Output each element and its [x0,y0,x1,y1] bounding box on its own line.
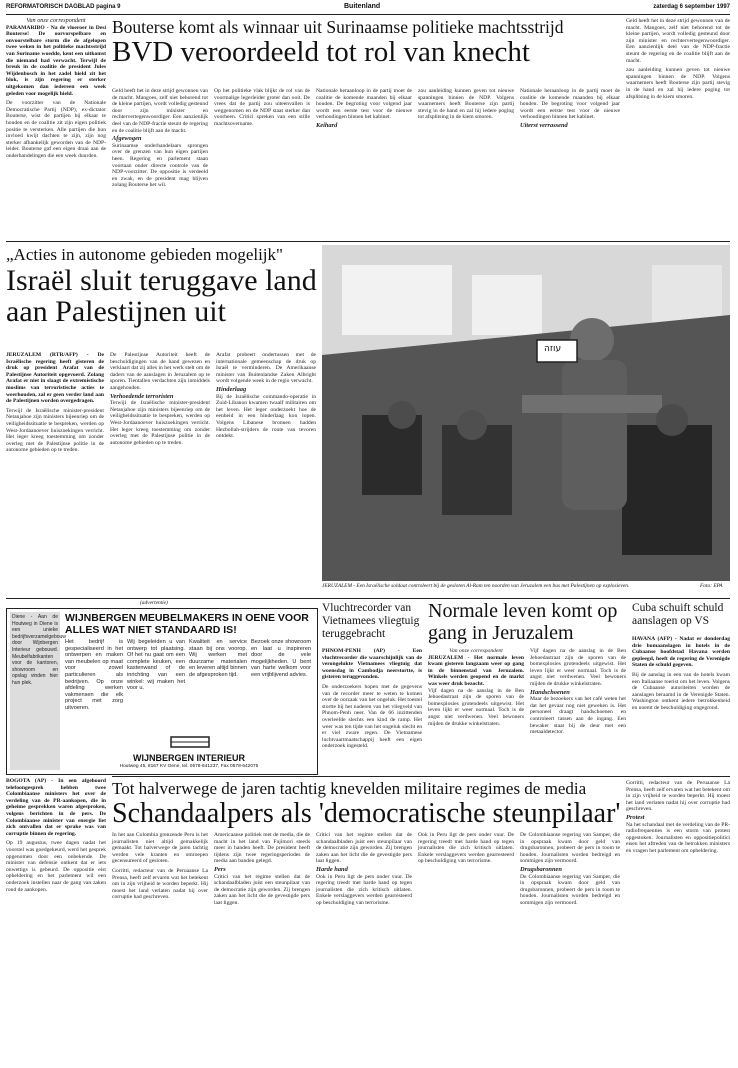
normale-leven-sub: Handschoenen [530,688,570,696]
peru-col-6 [626,780,730,1064]
normale-leven-col-2 [530,648,626,773]
suriname-col-6 [520,88,620,238]
suriname-headline: BVD veroordeeld tot rol van knecht [112,36,530,68]
cuba-body [632,636,730,773]
israel-photo [322,245,730,581]
israel-lead: JERUZALEM (RTR/AFP) - De Israëlische regering heeft gisteren de druk op president Arafat van de Palestijnse Autoriteit opgevoerd. Zolang Arafat er niet in slaagt de extremistische moslims van terroristische acties te weerhouden, zal er geen verder land aan de Palestijnen worden overgedragen. [6,352,104,405]
ad-logo-icon [167,733,213,751]
peru-body-6: Ook in Peru ligt de pers onder vuur. De regering treedt met harde hand op tegen journalisten die zich kritisch uitlaten. Enkele verslaggevers werden gearresteerd op beschuldiging van terrorisme. [316,873,412,906]
israel-body-4: Arafat probeert ondertussen met de internationale gemeenschap de druk op Israël te verminderen. De Amerikaanse minister van Buitenlandse Zaken Albright wordt volgende week in de regio verwacht. [216,352,316,385]
suriname-body-5: Nationale heraanloop in de partij moet de coalitie de komende maanden bij elkaar houden. De begroting voor volgend jaar wordt een eerste test voor de nieuwe verhoudingen binnen het kabinet. [316,88,412,121]
peru-headline: Schandaalpers als 'democratische steunpilaar' [112,798,621,829]
suriname-body-8: Geld heeft het in deze strijd gewonnen van de macht. Mangoes, zelf niet behorend tot de kleine partijen, wordt volledig gesteund door zijn minister en rechtervertegenwoordiger. Een aanzienlijk deel van de NDP-fractie steunt de regering en de coalitie blijft aan de macht. [626,18,730,64]
israel-col-3 [216,352,316,597]
suriname-sub-keihard: Keihard [316,121,338,129]
israel-body-1: Terwijl de Israëlische minister-president Netanjahoe zijn ministers bijeenriep om de veiligheidssituatie te bespreken, werden op West-Jordaanoever huiszoekingen verricht. Het leger kreeg toestemming om zonder overleg met de Palestijnse politie in de autonome gebieden op te treden. [6,407,104,454]
israel-body-2: De Palestijnse Autoriteit heeft de beschuldigingen van de hand gewezen en verklaart dat zij alles in het werk stelt om de daders van de aanslagen in Jeruzalem op te sporen. Tientallen verdachten zijn inmiddels aangehouden. [110,352,210,391]
ad-label: (advertentie) [140,600,168,606]
bogota-lead: BOGOTA (AP) - In een afgehoord telefoongesprek hebben twee Colombiaanse ministers het over de verdeling van de PR-aankopen, die in geheime gesprekken waren afgesproken, volgens berichten in de pers. De Colombiaanse minister van energie liet zich ontvallen dat er sprake was van corruptie binnen de regering. [6,778,106,837]
suriname-col-3 [214,88,310,238]
vluchtrecorder-heading [322,602,422,641]
ad-col-4: Bezoek onze showroom en laat u inspireren door de vele mogelijkheden. U bent van harte welkom voor een vrijblijvend advies. [251,639,311,678]
israel-body-5: Bij de Israëlische commando-operatie in Zuid-Libanon kwamen twaalf militairen om het leven. Het leger onderzoekt hoe de eenheid in een hinderlaag kon lopen. Volgens Libanese bronnen hadden Hezbollah-strijders de route van tevoren ontdekt. [216,393,316,440]
normale-leven-heading [428,600,628,644]
cuba-lead: HAVANA (AFP) - Nadat er donderdag drie bomaanslagen in hotels in de Cubaanse hoofdstad Havana werden gepleegd, heeft de regering de Verenigde Staten de schuld gegeven. [632,636,730,669]
peru-body-11: Na het schandaal met de verdeling van de PR-radiofrequenties is een storm van protest opgestoken. Journalisten en oppositiepolitici eisen het aftreden van de betrokken ministers en vragen het parlement om opheldering. [626,821,730,854]
israel-body-3: Terwijl de Israëlische minister-president Netanjahoe zijn ministers bijeenriep om de veiligheidssituatie te bespreken, werden op West-Jordaanoever huiszoekingen verricht. Het leger kreeg toestemming om zonder overleg met de Palestijnse politie in de autonome gebieden op te treden. [110,400,210,446]
suriname-sub-uiterst: Uiterst verrassend [520,121,568,129]
normale-leven-body-2: Vijf dagen na de aanslag in de Ben Jehoedastraat zijn de sporen van de bomexplosies grotendeels uitgewist. Het leven lijkt er weer normaal. Toch is de angst niet verdwenen. Veel bewoners mijden de drukke winkelstraten. [530,648,626,687]
vluchtrecorder-body [322,648,422,773]
section-title: Buitenland [344,3,381,10]
peru-col-4 [418,832,514,1064]
peru-col-1 [112,832,208,1064]
peru-body-4: Critici van het regime stellen dat de schandaalbladen juist een steunpilaar van de democratie zijn geworden. Zij brengen zaken aan het licht die de gevestigde pers laat liggen. [214,873,310,906]
peru-col-2 [214,832,310,1064]
ad-sidebar: Diene - Aan de Houtweg in Diene is een unieke bedrijfsverzamelgebouw door Wijnbergen Interieur gebouwd. Meubelfabrikanten voor de kantoren, showroom en opslag vinden hier hun plek. [10,612,60,770]
section-rule-2 [6,598,730,599]
israel-sub-verhoedende: Verhoedende terroristen [110,392,174,400]
suriname-body-1: De voorzitter van de Nationale Democratische Partij (NDP), ex-dictator Bouterse, wist de partijen bij elkaar te houden en de coalitie zit zijn eigen politiek positie te versterken. Alle partijen die hun invloed kwijt dachten te zijn, zijn nog sterker afhankelijk geworden van de NDP-leider. Bouterse gaf een eigen draai aan de onderhandelingen die een week duurden. [6,100,106,159]
ad-brand: WIJNBERGEN INTERIEUR [132,753,245,763]
cuba-headline: Cuba schuift schuld aanslagen op VS [632,602,724,627]
bus-photo-illustration [322,245,730,581]
ad-col-1: Het bedrijf is gespecialiseerd in het ontwerpen en maken van meubelen op maat voor zowel particulieren als bedrijven. Op onze afdeling werken vakmensen die elk project met zorg uitvoeren. [65,639,123,711]
israel-col-1 [6,352,104,597]
ad-col-2: Wij begeleiden u van ontwerp tot plaatsing. Of het nu gaat om een complete keuken, een kastenwand of de inrichting van een winkel: wij maken het voor u. [127,639,185,692]
ad-headline: WIJNBERGEN MEUBELMAKERS IN OENE VOOR ALLES WAT NIET STANDAARD IS! [65,612,309,636]
vluchtrecorder-headline: Vluchtrecorder van Vietnamees vliegtuig teruggebracht [322,602,420,640]
suriname-heading [112,17,620,67]
peru-sub-drugsbaronnen: Drugsbaronnen [520,865,562,873]
header-rule [6,14,730,15]
cuba-heading [632,602,730,628]
peru-body-8: De Colombiaanse regering van Samper, die in opspraak kwam door geld van drugsbaronnen, probeert de pers in toom te houden. Journalisten worden bedreigd en sommigen zijn vermoord. [520,832,620,865]
suriname-left-column [6,18,106,238]
suriname-kicker: Bouterse komt als winnaar uit Surinaamse politieke machtsstrijd [112,17,564,37]
suriname-body-9: zou aanleiding kunnen geven tot nieuwe spanningen binnen de NDP. Volgens waarnemers heeft Bouterse zijn partij stevig in de hand en zal hij iedere poging tot afsplitsing in de kiem smoren. [626,67,730,100]
peru-body-10: Gorritti, redacteur van de Peruaanse La Prensa, heeft zelf ervaren wat het betekent om in zijn vrijheid te worden beperkt. Hij moest het land verlaten nadat hij over corruptie had geschreven. [626,780,730,813]
ad-col-3: Kwaliteit en service staan bij ons voorop. Wij werken met duurzame materialen en leveren altijd binnen de afgesproken tijd. [189,639,247,678]
peru-sub-protest: Protest [626,813,645,821]
israel-headline: Israël sluit teruggave land aan Palestijnen uit [6,264,317,328]
suriname-body-3: Surinaamse onderhandelaars sprongen over de grenzen van hun eigen partijen heen. Regering en parlement staan voortaan onder directe controle van de NDP-voorzitter. De oppositie is verdeeld en zwak, en de president mag blijven zolang Bouterse het wil. [112,142,208,189]
suriname-body-7: Nationale heraanloop in de partij moet de coalitie de komende maanden bij elkaar houden. De begroting voor volgend jaar wordt een eerste test voor de nieuwe verhoudingen binnen het kabinet. [520,88,620,121]
israel-heading [6,245,326,327]
peru-body-5: Critici van het regime stellen dat de schandaalbladen juist een steunpilaar van de democratie zijn geworden. Zij brengen zaken aan het licht die de gevestigde pers laat liggen. [316,832,412,865]
photo-credit: Foto: EPA [700,583,723,589]
suriname-body-2: Geld heeft het in deze strijd gewonnen van de macht. Mangoes, zelf niet behorend tot de kleine partijen, wordt volledig gesteund door zijn minister en rechtervertegenwoordiger. Een aanzienlijk deel van de NDP-fractie steunt de regering en de coalitie blijft aan de macht. [112,88,208,134]
peru-col-5 [520,832,620,1064]
bogota-body: Op 19 augustus, twee dagen nadat het voorstel was goedgekeurd, werd het gesprek opgenomen door een onbekende. De minister van defensie ontkent dat er iets onwettigs is gebeurd. De oppositie eist opheldering en het parlement wil een onderzoek instellen naar de gang van zaken rond de aankopen. [6,840,106,893]
suriname-col-5 [418,88,514,238]
cuba-text: Bij de aanslag in een van de hotels kwam een Italiaanse toerist om het leven. Volgens de Cubaanse autoriteiten worden de aanslagen beraamd in de Verenigde Staten. Washington ontkent iedere betrokkenheid en noemt de beschuldiging ongegrond. [632,671,730,711]
bogota-article [6,778,106,1063]
peru-sub-pers: Pers [214,865,226,873]
normale-leven-col-1 [428,648,524,773]
israel-col-2 [110,352,210,597]
israel-kicker: „Acties in autonome gebieden mogelijk" [6,245,283,264]
section-rule-3 [112,776,730,777]
section-rule-1 [6,241,730,242]
ad-logo [167,733,213,751]
normale-leven-body-1: Vijf dagen na de aanslag in de Ben Jehoedastraat zijn de sporen van de bomexplosies grotendeels uitgewist. Het leven lijkt er weer normaal. Toch is de angst niet verdwenen. Veel bewoners mijden de drukke winkelstraten. [428,687,524,727]
peru-heading [112,779,632,829]
suriname-col-7 [626,18,730,238]
suriname-correspondent: Van onze correspondent [26,17,86,24]
photo-caption: JERUZALEM - Een Israëlische soldaat controleert bij de gesloten Al-Ram ten noorden van Jeruzalem een bus met Palestijnen op explosieven. [322,583,630,589]
suriname-col-2 [112,88,208,238]
suriname-sub-afgewogen: Afgewogen [112,135,142,143]
peru-body-9: De Colombiaanse regering van Samper, die in opspraak kwam door geld van drugsbaronnen, probeert de pers in toom te houden. Journalisten worden bedreigd en sommigen zijn vermoord. [520,873,620,906]
page-date: zaterdag 6 september 1997 [653,4,730,10]
suriname-lead: PARAMARIBO - Na de vloeroer in Desi Bouterse! De oorvorspelbare en onvoorstelbare storm die de afgelopen twee weken in het politieke machtsstrijd van Suriname woedde, kent een uitkomst die niemand had verwacht. Terwijl de breuk in de coalitie de president Jules Wijdenbosch in het zadel hield zit het blok, is zijn regering er sterker uitgekomen dan iedereen een week geleden voor mogelijk hield. [6,24,106,97]
paper-name: REFORMATORISCH DAGBLAD pagina 9 [6,4,121,10]
ad-address: Houtweg 45, 8167 KV Oene, tel. 0578-641237, Fax 0578-642075 [119,764,259,769]
suriname-body-6: zou aanleiding kunnen geven tot nieuwe spanningen binnen de NDP. Volgens waarnemers heeft Bouterse zijn partij stevig in de hand en zal hij iedere poging tot afsplitsing in de kiem smoren. [418,88,514,121]
suriname-col-4 [316,88,412,238]
israel-sub-hinderlaag: Hinderlaag [216,385,247,393]
normale-leven-headline: Normale leven komt op gang in Jeruzalem [428,600,618,644]
advertisement [6,608,318,775]
peru-body-1: In het aan Colombia grenzende Peru is het journalisten niet altijd gemakkelijk gemaakt. Tot halverwege de jaren tachtig werden vele kranten en omroepen gecensureerd of gesloten. [112,832,208,865]
normale-leven-correspondent: Van onze correspondent [449,648,503,654]
vluchtrecorder-lead: PHNOM-PENH (AP) - Een vluchtrecorder die waarschijnlijk van de verongelukte Vietnamees vliegtuig dat woensdag in Cambodja neerstortte, is gisteren teruggevonden. [322,648,422,681]
peru-body-3: Americaanse politiek met de media, die de macht in het land van Fujimori steeds meer in handen heeft. De president heeft tijdens zijn twee regeringsperiodes de media aan banden gelegd. [214,832,310,865]
normale-leven-body-3: Maar de bezoekers van het café weten het dat het gevaar nog niet geweken is. Het personeel draagt handschoenen en controleert tassen aan de ingang. Een bewaker staat bij de deur met een metaaldetector. [530,696,626,736]
bus-sign-text: עוזה [544,344,562,354]
peru-body-2: Gorritti, redacteur van de Peruaanse La Prensa, heeft zelf ervaren wat het betekent om in zijn vrijheid te worden beperkt. Hij moest het land verlaten nadat hij over corruptie had geschreven. [112,867,208,901]
suriname-body-4: Op het politieke vlak blijkt de rol van de voormalige legerleider groter dan ooit. De vrees dat de partij zou uiteenvallen is weggenomen en de NDP staat sterker dan voorheen. Critici spreken van een stille machtsovername. [214,88,310,127]
peru-col-3 [316,832,412,1064]
peru-body-7: Ook in Peru ligt de pers onder vuur. De regering treedt met harde hand op tegen journalisten die zich kritisch uitlaten. Enkele verslaggevers werden gearresteerd op beschuldiging van terrorisme. [418,832,514,865]
normale-leven-lead: JERUZALEM - Het normale leven kwam gisteren langzaam weer op gang in de binnenstad van Jeruzalem. Winkels werden geopend en de markt was weer druk bezocht. [428,654,524,687]
vluchtrecorder-text: De onderzoekers hopen met de gegevens van de recorder meer te weten te komen over de oorzaak van het ongeluk. Het toestel stortte bij het naderen van het vliegveld van Phnom-Penh neer. Van de 66 inzittenden overleefde slechts een kind de ramp. Het weer was ten tijde van het ongeluk slecht en er viel zware regen. De Vietnamese luchtvaartmaatschappij heeft een eigen onderzoek ingesteld. [322,683,422,750]
peru-kicker: Tot halverwege de jaren tachtig knevelden militaire regimes de media [112,779,587,798]
peru-sub-harde-hand: Harde hand [316,865,348,873]
